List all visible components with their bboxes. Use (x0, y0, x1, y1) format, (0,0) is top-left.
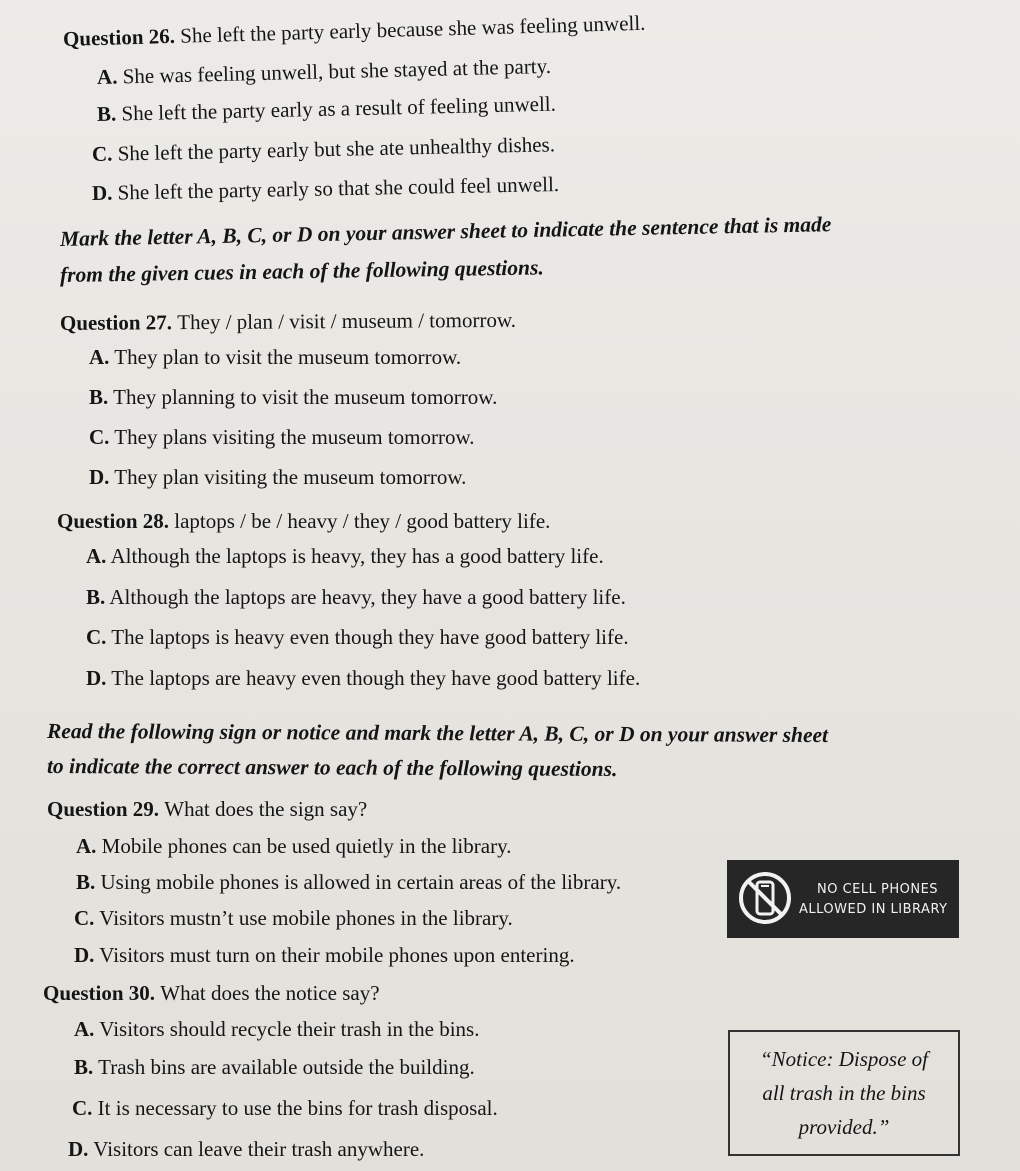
option-text: She left the party early but she ate unhealthy dishes. (117, 132, 556, 166)
option-text: She was feeling unwell, but she stayed at the party. (122, 53, 552, 89)
q27-option-b (89, 384, 497, 410)
option-text: Mobile phones can be used quietly in the library. (101, 834, 512, 858)
option-letter: C. (86, 625, 107, 649)
notice-line-3: provided.” (798, 1115, 890, 1139)
question-30 (43, 980, 380, 1006)
option-letter: D. (68, 1137, 89, 1161)
q28-option-c (86, 624, 629, 650)
option-text: Although the laptops are heavy, they have a good battery life. (109, 585, 626, 609)
question-29-text: What does the sign say? (164, 797, 368, 821)
option-letter: C. (89, 425, 110, 449)
q30-option-b (74, 1054, 475, 1080)
q28-option-a (86, 543, 604, 569)
q26-option-a (97, 53, 552, 90)
question-29-label: Question 29. (47, 797, 160, 821)
option-letter: A. (96, 64, 118, 89)
option-letter: B. (74, 1055, 94, 1079)
q29-option-c (74, 905, 513, 931)
option-letter: B. (96, 101, 117, 126)
option-letter: A. (89, 345, 110, 369)
option-letter: D. (86, 666, 107, 690)
trash-notice (728, 1030, 960, 1156)
option-text: Although the laptops is heavy, they has a good battery life. (110, 544, 604, 568)
option-text: It is necessary to use the bins for trash disposal. (97, 1096, 498, 1120)
sign-line-1: NO CELL PHONES (817, 882, 939, 897)
option-text: They plans visiting the museum tomorrow. (114, 425, 475, 449)
option-letter: C. (74, 906, 95, 930)
option-letter: B. (89, 385, 109, 409)
option-text: Visitors must turn on their mobile phones upon entering. (99, 943, 575, 967)
option-text: The laptops is heavy even though they have good battery life. (111, 625, 629, 649)
notice-line-1: “Notice: Dispose of (760, 1047, 928, 1071)
no-phone-icon (737, 870, 793, 926)
question-26-label: Question 26. (62, 23, 176, 51)
instruction-2-line-2: to indicate the correct answer to each of the following questions. (46, 754, 618, 781)
q30-option-c (72, 1095, 498, 1121)
option-letter: A. (76, 834, 97, 858)
q26-option-c (92, 131, 555, 167)
option-text: Trash bins are available outside the building. (98, 1055, 475, 1079)
option-text: Visitors can leave their trash anywhere. (93, 1137, 425, 1161)
q29-option-a (76, 833, 511, 859)
q27-option-a (89, 344, 461, 370)
instruction-1-line-1: Mark the letter A, B, C, or D on your answer sheet to indicate the sentence that is made (59, 212, 832, 251)
q29-option-d (74, 942, 575, 968)
option-letter: D. (91, 180, 113, 205)
option-letter: D. (74, 943, 95, 967)
sign-line-2: ALLOWED IN LIBRARY (799, 902, 948, 917)
q29-option-b (76, 869, 621, 895)
q30-option-a (74, 1016, 479, 1042)
instruction-2-line-1: Read the following sign or notice and mark the letter A, B, C, or D on your answer sheet (46, 719, 829, 748)
question-30-label: Question 30. (43, 981, 156, 1005)
question-29 (47, 796, 367, 822)
option-letter: C. (91, 141, 113, 166)
notice-line-2: all trash in the bins (762, 1081, 926, 1105)
question-27-label: Question 27. (59, 310, 173, 335)
option-text: Visitors mustn’t use mobile phones in the library. (99, 906, 513, 930)
question-26-text: She left the party early because she was feeling unwell. (179, 10, 646, 48)
option-text: They plan to visit the museum tomorrow. (114, 345, 462, 369)
option-text: Using mobile phones is allowed in certain areas of the library. (100, 870, 622, 894)
q28-option-d (86, 665, 640, 691)
option-letter: B. (76, 870, 96, 894)
option-text: They planning to visit the museum tomorrow. (113, 385, 498, 409)
option-text: The laptops are heavy even though they have good battery life. (111, 666, 641, 690)
q26-option-b (97, 91, 556, 127)
instruction-1-line-2: from the given cues in each of the following questions. (59, 255, 544, 287)
q27-option-d (89, 464, 466, 490)
question-30-text: What does the notice say? (160, 981, 380, 1005)
no-phone-sign (727, 860, 959, 938)
option-letter: A. (74, 1017, 95, 1041)
q28-option-b (86, 584, 626, 610)
question-27-text: They / plan / visit / museum / tomorrow. (177, 307, 517, 335)
option-text: They plan visiting the museum tomorrow. (114, 465, 467, 489)
question-27 (60, 307, 516, 336)
option-letter: C. (72, 1096, 93, 1120)
option-letter: B. (86, 585, 106, 609)
question-28-label: Question 28. (57, 509, 170, 533)
option-text: Visitors should recycle their trash in the bins. (99, 1017, 480, 1041)
option-text: She left the party early so that she could feel unwell. (117, 172, 560, 205)
q27-option-c (89, 424, 475, 450)
question-26 (63, 10, 646, 52)
question-28-text: laptops / be / heavy / they / good battery life. (174, 509, 551, 533)
option-letter: A. (86, 544, 107, 568)
option-letter: D. (89, 465, 110, 489)
q30-option-d (68, 1136, 424, 1162)
q26-option-d (92, 171, 560, 206)
question-28 (57, 508, 550, 534)
option-text: She left the party early as a result of feeling unwell. (121, 91, 557, 126)
